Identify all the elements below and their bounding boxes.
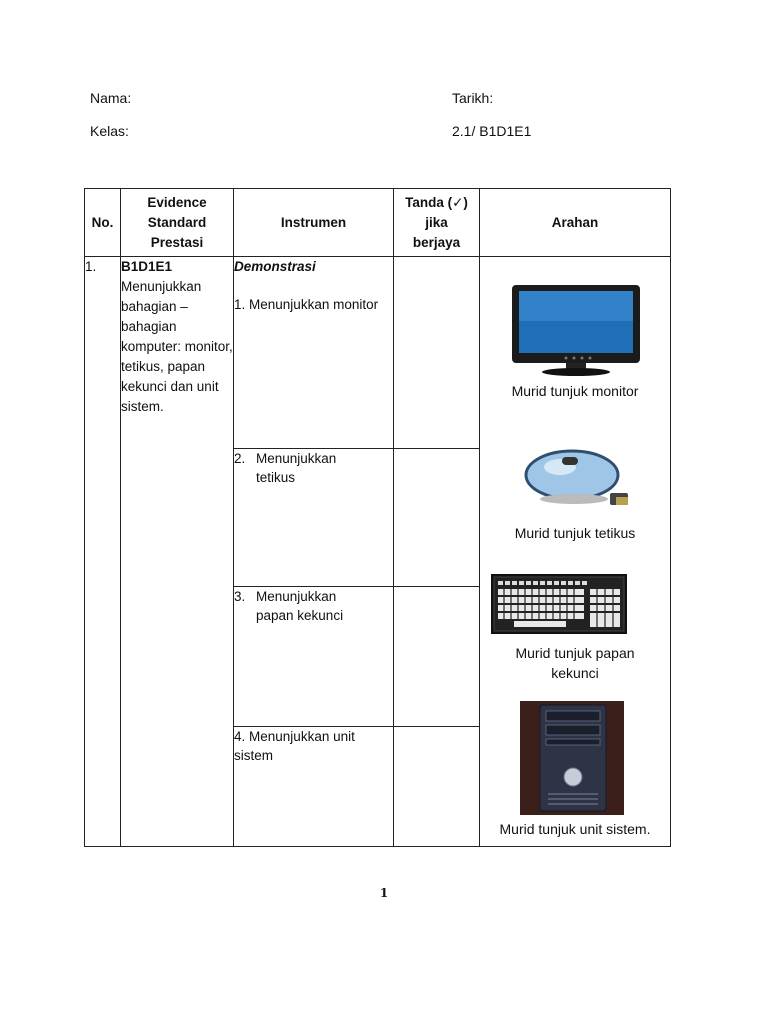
header-evidence: Evidence Standard Prestasi (121, 189, 234, 257)
instrumen-item-1: 1. Menunjukkan monitor (234, 297, 379, 312)
monitor-icon (510, 283, 642, 377)
system-unit-icon (520, 701, 624, 815)
evidence-description: Menunjukkan bahagian – bahagian komputer: monitor, tetikus, papan kekunci dan unit sistem. (121, 279, 233, 414)
instrumen-item-3: 3. Menunjukkan papan kekunci (234, 587, 394, 727)
header-no: No. (85, 189, 121, 257)
tanda-cell-3[interactable] (394, 587, 480, 727)
tarikh-label: Tarikh: (452, 90, 494, 106)
header-instrumen: Instrumen (234, 189, 394, 257)
nama-label: Nama: (90, 90, 132, 106)
table-header-row (85, 189, 671, 257)
kelas-label: Kelas: (90, 123, 129, 139)
arahan-caption-1: Murid tunjuk monitor (511, 383, 639, 399)
tanda-cell-1[interactable] (394, 257, 480, 449)
instrumen-item-4: 4. Menunjukkan unit sistem (234, 727, 394, 847)
arahan-caption-4: Murid tunjuk unit sistem. (499, 821, 651, 837)
tanda-cell-4[interactable] (394, 727, 480, 847)
code-value: 2.1/ B1D1E1 (452, 123, 532, 139)
mouse-icon (522, 443, 634, 513)
page-number: 1 (379, 886, 389, 900)
keyboard-icon (490, 573, 628, 635)
instrumen-cell-1 (234, 257, 394, 449)
arahan-caption-3: Murid tunjuk papan kekunci (515, 645, 635, 681)
header-arahan: Arahan (480, 189, 671, 257)
row-number: 1. (85, 257, 121, 847)
instrumen-item-2: 2. Menunjukkan tetikus (234, 449, 394, 587)
instrumen-title: Demonstrasi (234, 259, 316, 274)
tanda-cell-2[interactable] (394, 449, 480, 587)
arahan-caption-2: Murid tunjuk tetikus (514, 525, 636, 541)
evidence-code: B1D1E1 (121, 259, 173, 274)
assessment-table (84, 188, 671, 847)
evidence-cell (121, 257, 234, 847)
arahan-cell (480, 257, 671, 847)
header-tanda: Tanda (✓) jika berjaya (394, 189, 480, 257)
